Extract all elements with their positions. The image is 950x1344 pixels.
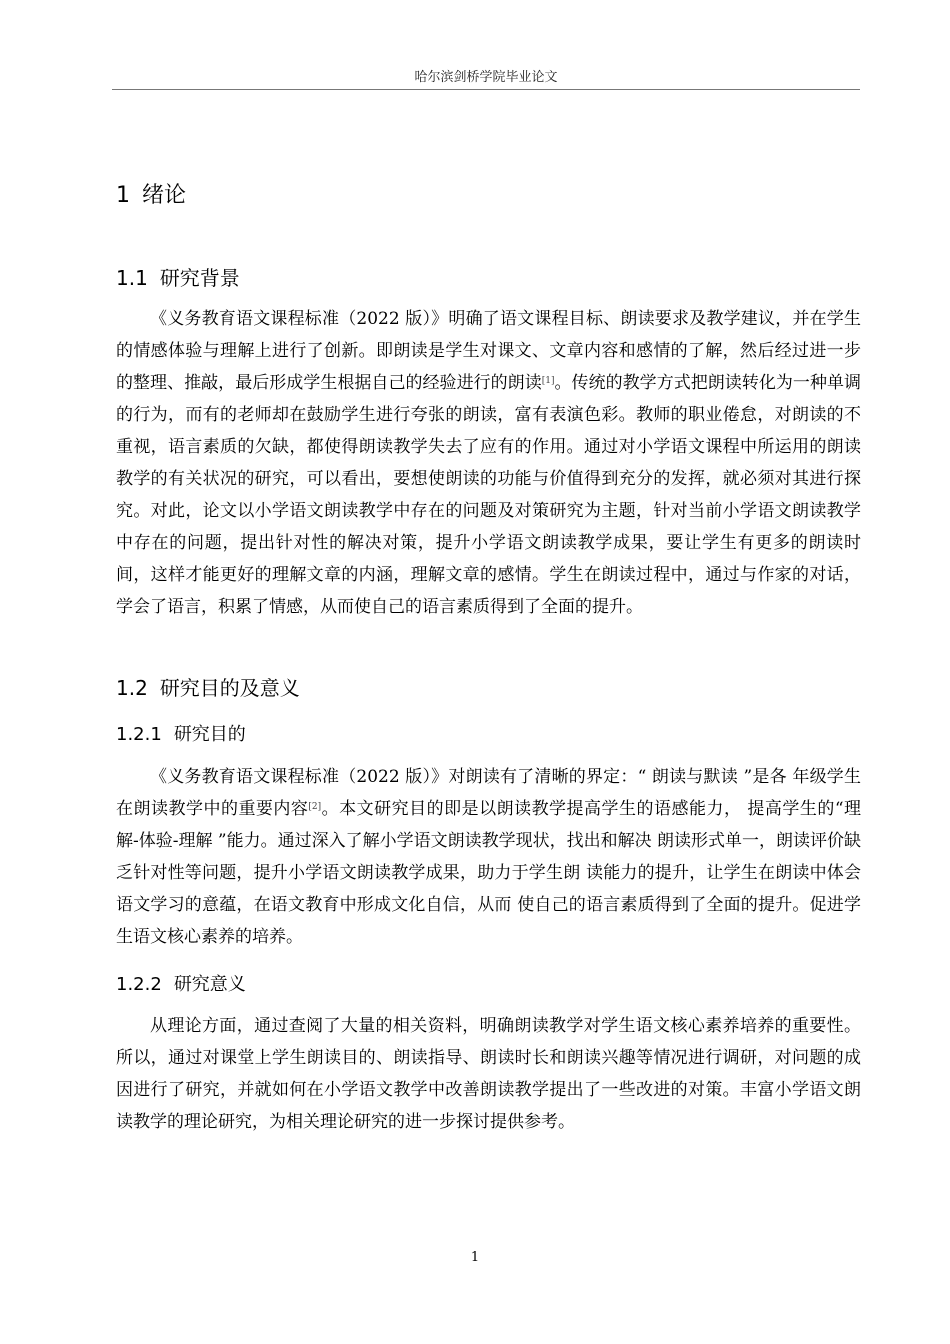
section-title: 研究目的及意义 [159,676,300,700]
section-heading-1-1 [116,262,240,291]
section-number: 1.1 [116,266,148,290]
paragraph-text: 。本文研究目的即是以朗读教学提高学生的语感能力， 提高学生的“理解-体验-理解 ”能力。通过深入了解小学语文朗读教学现状，找出和解决 朗读形式单一，朗读评价缺乏针对性等问题，提升小学语文朗读教学成果，助力于学生朗 读能力的提升，让学生在朗读中体会语文学习的意蕴，在语文教育中形成文化自信，从而 使自己的语言素质得到了全面的提升。促进学生语文核心素养的培养。 [116,799,862,947]
citation-ref: [2] [308,802,322,812]
subsection-number: 1.2.2 [116,974,162,995]
page-number: 1 [470,1250,480,1265]
paragraph-text: 。传统的教学方式把朗读转化为一种单调的行为，而有的老师却在鼓励学生进行夸张的朗读，富有表演色彩。教师的职业倦怠，对朗读的不重视，语言素质的欠缺，都使得朗读教学失去了应有的作用。通过对小学语文课程中所运用的朗读教学的有关状况的研究，可以看出，要想使朗读的功能与价值得到充分的发挥，就必须对其进行探究。对此，论文以小学语文朗读教学中存在的问题及对策研究为主题，针对当前小学语文朗读教学中存在的问题，提出针对性的解决对策，提升小学语文朗读教学成果，要让学生有更多的朗读时间，这样才能更好的理解文章的内涵，理解文章的感情。学生在朗读过程中，通过与作家的对话，学会了语言，积累了情感，从而使自己的语言素质得到了全面的提升。 [116,373,862,617]
section-heading-1-2 [116,672,300,701]
section-title: 研究背景 [159,266,240,290]
subsection-title: 研究目的 [173,724,246,745]
paragraph-purpose [116,761,861,953]
chapter-heading [116,178,186,209]
subsection-heading-1-2-1 [116,720,246,746]
subsection-heading-1-2-2 [116,970,246,996]
chapter-title: 绪论 [142,183,187,208]
citation-ref: [1] [541,376,555,386]
header-divider [112,89,860,90]
subsection-number: 1.2.1 [116,724,162,745]
paragraph-background [116,303,861,623]
paragraph-significance: 从理论方面，通过查阅了大量的相关资料，明确朗读教学对学生语文核心素养培养的重要性。所以，通过对课堂上学生朗读目的、朗读指导、朗读时长和朗读兴趣等情况进行调研，对问题的成因进行了研究，并就如何在小学语文教学中改善朗读教学提出了一些改进的对策。丰富小学语文朗读教学的理论研究，为相关理论研究的进一步探讨提供参考。 [116,1016,861,1132]
section-number: 1.2 [116,676,148,700]
subsection-title: 研究意义 [173,974,246,995]
paragraph-text: 《义务教育语文课程标准（2022 版）》对朗读有了清晰的界定：“ 朗读与默读 ”是各 年级学生在朗读教学中的重要内容 [116,767,861,819]
running-header: 哈尔滨剑桥学院毕业论文 [414,70,558,85]
paragraph-text: 《义务教育语文课程标准（2022 版）》明确了语文课程目标、朗读要求及教学建议，并在学生的情感体验与理解上进行了创新。即朗读是学生对课文、文章内容和感情的了解，然后经过进一步的整理、推敲，最后形成学生根据自己的经验进行的朗读 [116,309,861,393]
chapter-number: 1 [116,183,130,208]
